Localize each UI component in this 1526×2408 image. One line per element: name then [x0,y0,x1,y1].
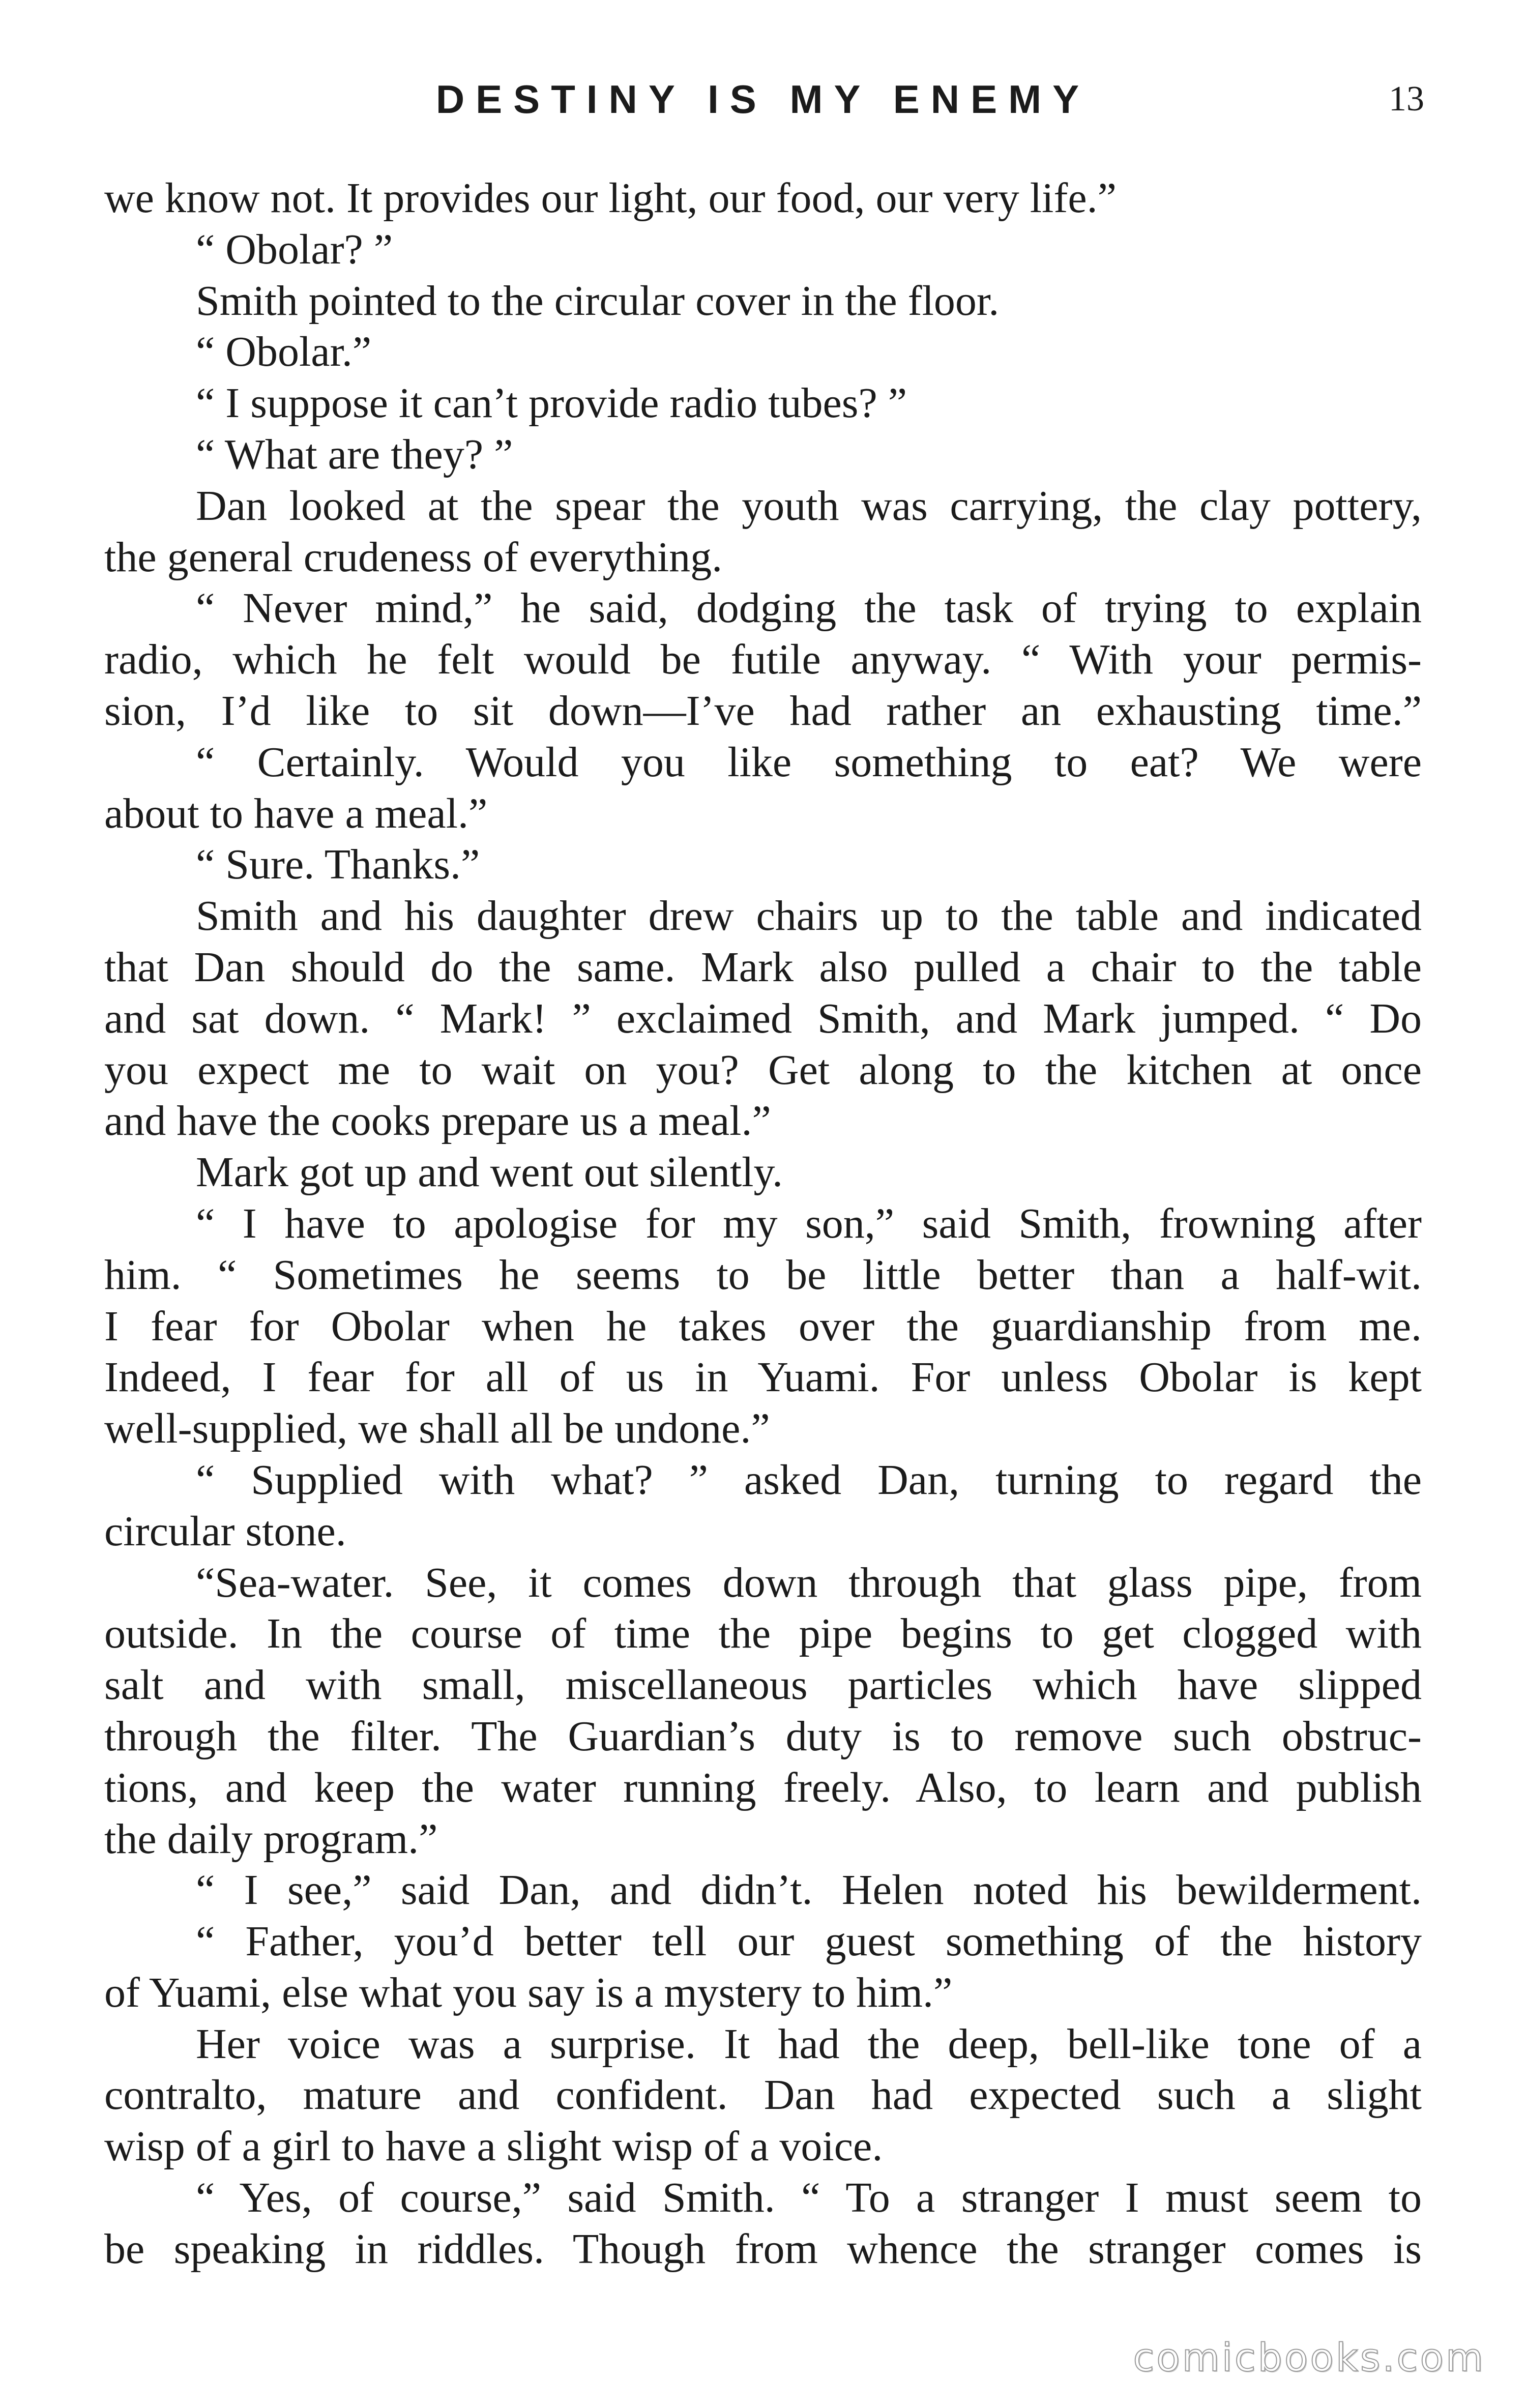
text-line: salt and with small, miscellaneous particles which have slipped [104,1661,1422,1709]
text-line: of Yuami, else what you say is a mystery to him.” [104,1969,953,2016]
text-line: outside. In the course of time the pipe begins to get clogged with [104,1610,1422,1658]
text-line: Smith pointed to the circular cover in the floor. [196,277,1000,325]
text-line: we know not. It provides our light, our food, our very life.” [104,174,1117,222]
text-line: “ I suppose it can’t provide radio tubes? ” [196,379,907,427]
text-line: and have the cooks prepare us a meal.” [104,1097,771,1145]
text-line: be speaking in riddles. Though from whence the stranger comes is [104,2225,1422,2273]
text-line: circular stone. [104,1507,346,1555]
text-line: that Dan should do the same. Mark also pulled a chair to the table [104,943,1422,991]
text-line: “ Obolar.” [196,328,372,376]
text-line: “ Sure. Thanks.” [196,841,480,889]
text-line: “ Yes, of course,” said Smith. “ To a stranger I must seem to [196,2174,1422,2222]
page-header [0,71,1526,127]
body-text [104,173,1422,2275]
text-line: and sat down. “ Mark! ” exclaimed Smith, and Mark jumped. “ Do [104,994,1422,1042]
text-line: “ What are they? ” [196,430,513,478]
text-line: tions, and keep the water running freely. Also, to learn and publish [104,1764,1422,1811]
text-line: contralto, mature and confident. Dan had expected such a slight [104,2071,1422,2119]
text-line: Dan looked at the spear the youth was carrying, the clay pottery, [196,482,1422,530]
running-title: DESTINY IS MY ENEMY [435,77,1091,122]
text-line: you expect me to wait on you? Get along to the kitchen at once [104,1046,1422,1094]
text-line: radio, which he felt would be futile anyway. “ With your permis- [104,636,1422,684]
text-line: “ I have to apologise for my son,” said Smith, frowning after [196,1199,1422,1247]
text-line: “ Father, you’d better tell our guest something of the history [196,1918,1422,1965]
text-line: wisp of a girl to have a slight wisp of a voice. [104,2123,883,2170]
page-number: 13 [1389,79,1424,119]
text-line: “ Supplied with what? ” asked Dan, turning to regard the [196,1456,1422,1504]
text-line: “ Never mind,” he said, dodging the task of trying to explain [196,584,1422,632]
text-line: about to have a meal.” [104,789,488,837]
text-line: “ I see,” said Dan, and didn’t. Helen noted his bewilderment. [196,1866,1422,1914]
watermark: comicbooks.com [1133,2335,1485,2380]
text-line: Mark got up and went out silently. [196,1149,783,1196]
text-line: well-supplied, we shall all be undone.” [104,1405,770,1453]
text-line: “ Obolar? ” [196,225,393,273]
text-line: Indeed, I fear for all of us in Yuami. For unless Obolar is kept [104,1354,1422,1401]
text-line: Smith and his daughter drew chairs up to the table and indicated [196,892,1422,940]
text-line: the daily program.” [104,1815,438,1863]
text-line: sion, I’d like to sit down—I’ve had rather an exhausting time.” [104,687,1422,735]
text-line: “Sea-water. See, it comes down through that glass pipe, from [196,1559,1422,1606]
text-line: “ Certainly. Would you like something to eat? We were [196,738,1422,786]
text-line: I fear for Obolar when he takes over the guardianship from me. [104,1302,1422,1350]
text-line: the general crudeness of everything. [104,533,723,581]
text-line: through the filter. The Guardian’s duty is to remove such obstruc- [104,1712,1422,1760]
text-line: Her voice was a surprise. It had the deep, bell-like tone of a [196,2020,1422,2068]
text-line: him. “ Sometimes he seems to be little better than a half-wit. [104,1251,1422,1299]
